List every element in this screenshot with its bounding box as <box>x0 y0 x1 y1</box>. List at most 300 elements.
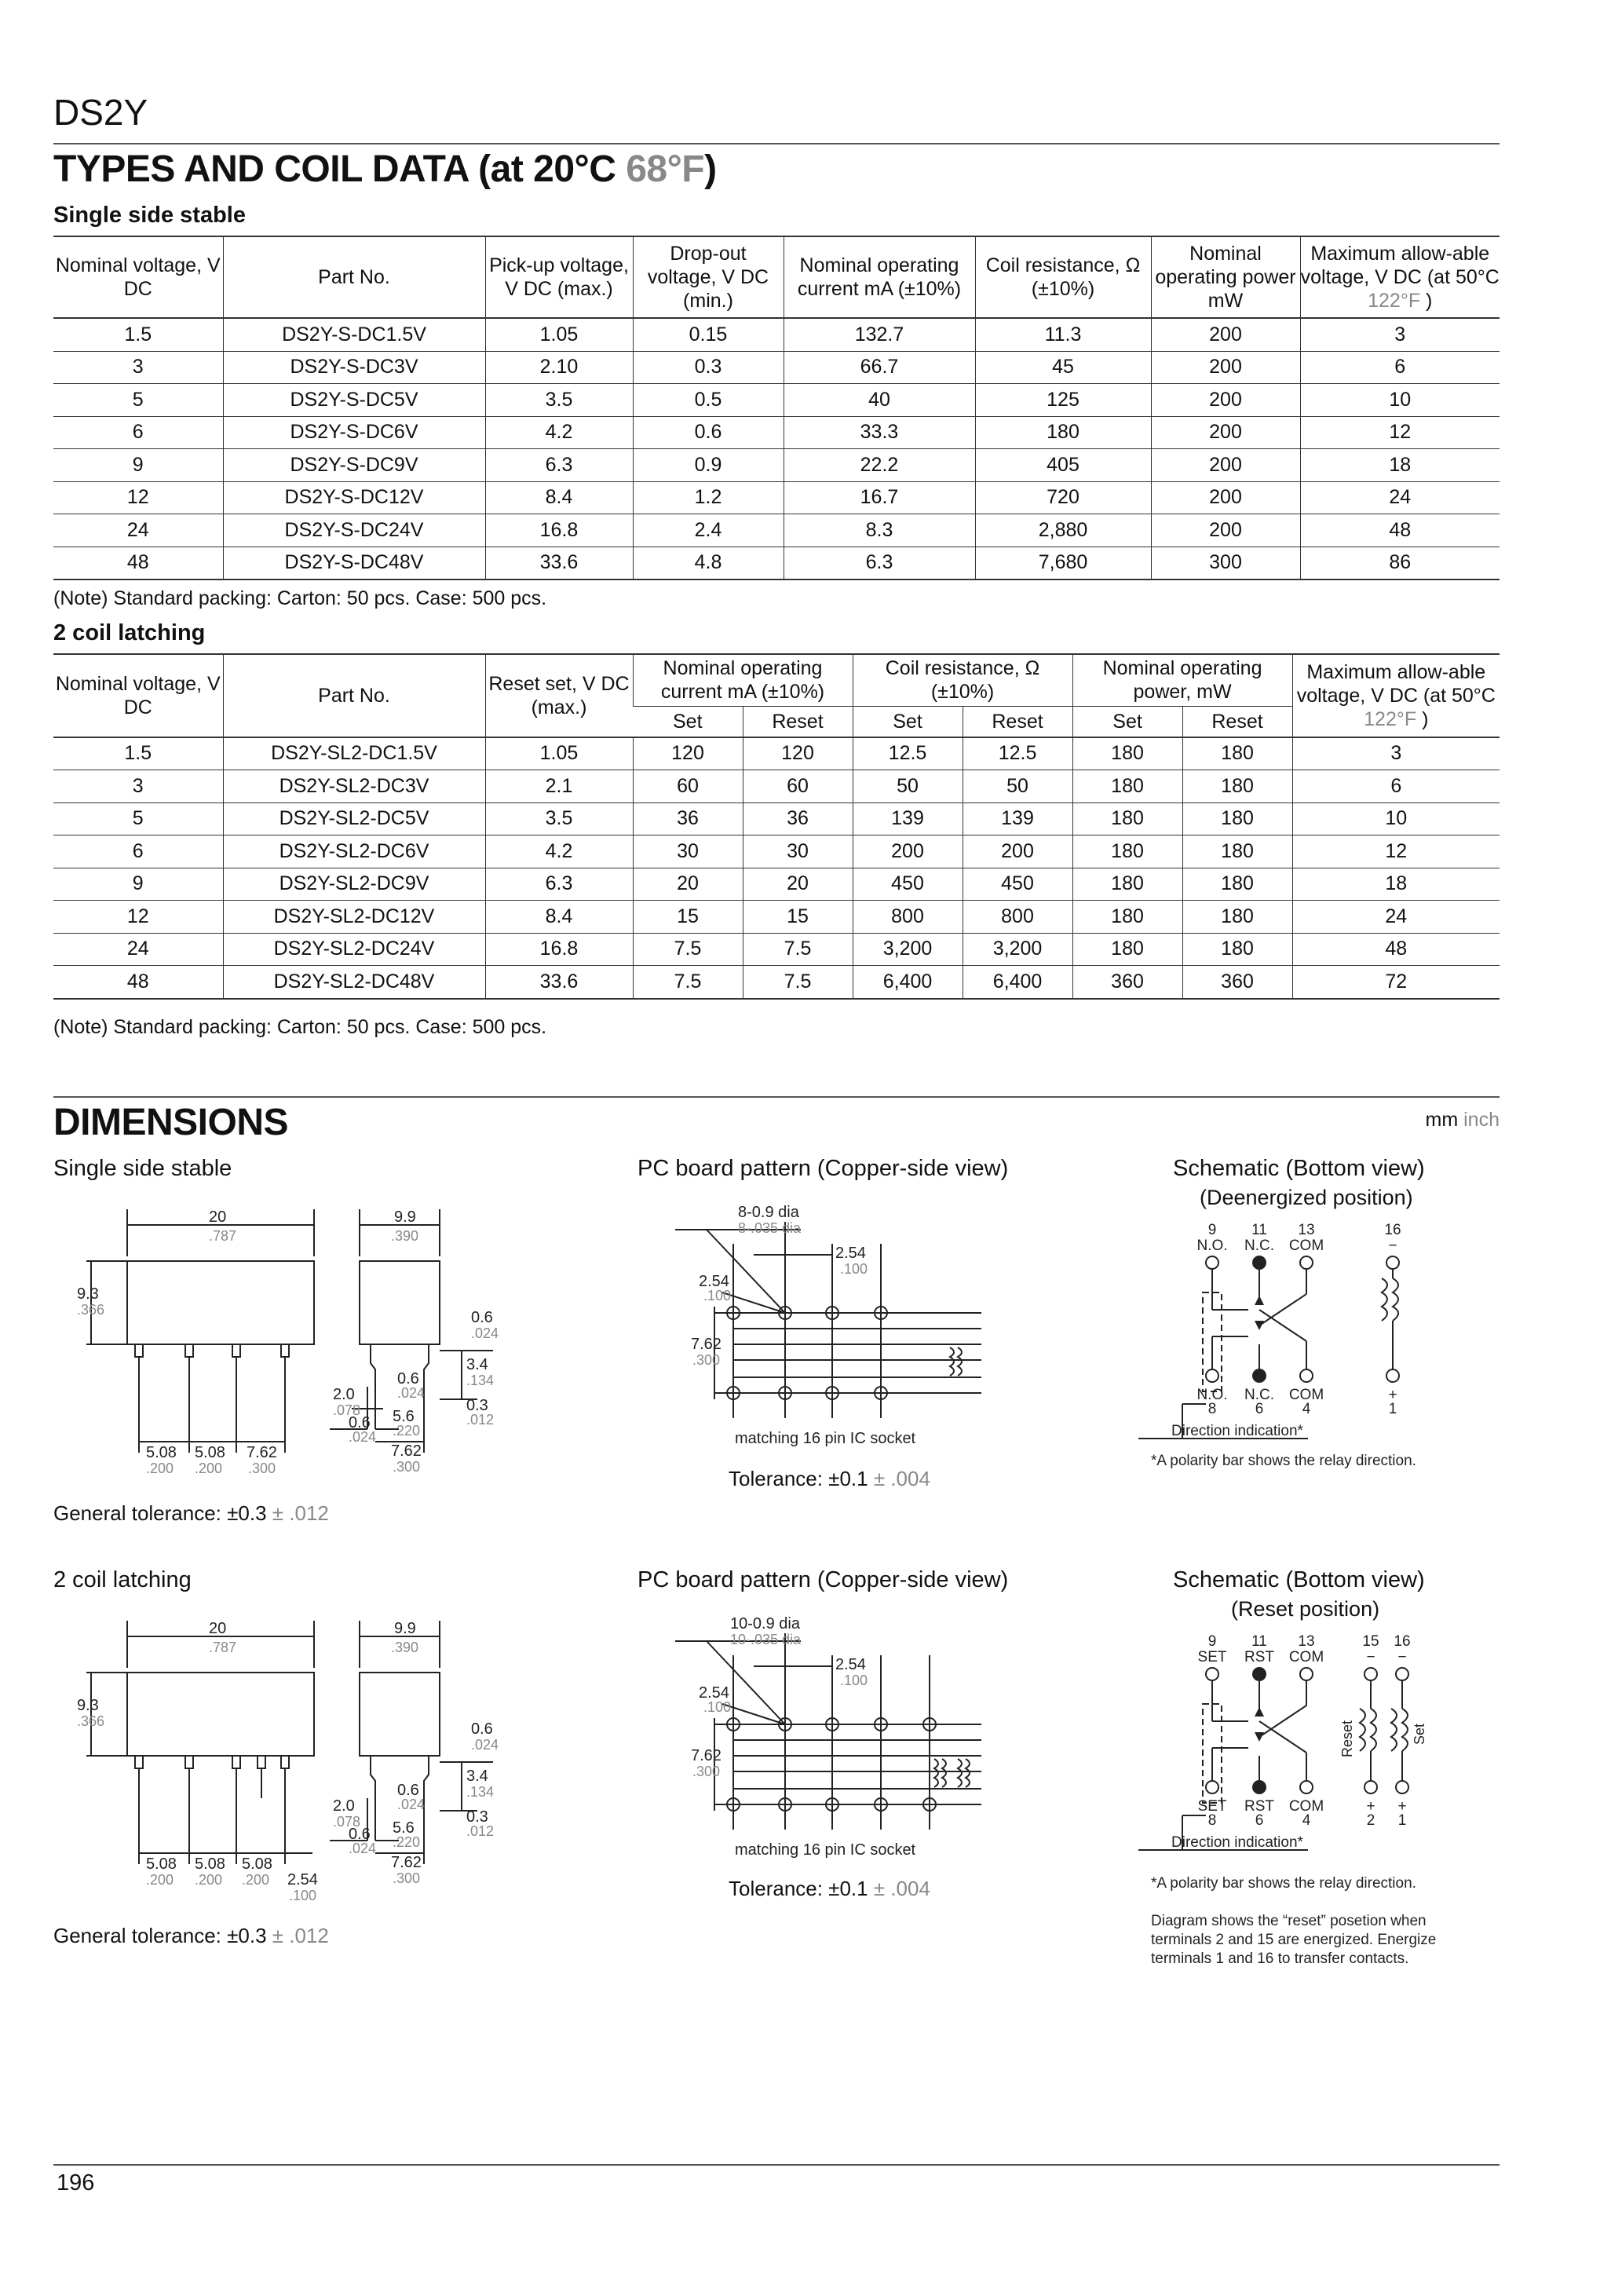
table-cell: 180 <box>1182 770 1292 803</box>
dim-34-in: .134 <box>466 1784 495 1800</box>
header-part: Part No. <box>223 654 485 737</box>
table-cell: 8.3 <box>784 514 975 547</box>
single-outline-drawing <box>53 1194 499 1492</box>
table-cell: 7.5 <box>633 933 743 966</box>
sch-top-num: 11 <box>1251 1222 1267 1238</box>
table-cell: 36 <box>633 803 743 835</box>
table-cell: 50 <box>853 770 963 803</box>
table-cell: 180 <box>1182 835 1292 868</box>
header-part: Part No. <box>223 236 485 318</box>
table-cell: 180 <box>1182 803 1292 835</box>
header-resistance: Coil resistance, Ω (±10%) <box>853 654 1072 706</box>
table-cell: 20 <box>633 868 743 901</box>
table-cell: 18 <box>1292 868 1500 901</box>
dim-length-in: .787 <box>209 1228 237 1244</box>
pcb-row: 7.62 <box>691 1336 721 1353</box>
table-cell: 30 <box>633 835 743 868</box>
table-cell: 132.7 <box>784 318 975 351</box>
dim-06-in: .024 <box>471 1737 499 1753</box>
table-cell: 48 <box>53 966 223 999</box>
pcb-pitch-in: .100 <box>840 1673 868 1688</box>
table-cell: 120 <box>633 737 743 770</box>
dim-56: 5.6 <box>393 1819 415 1837</box>
table-cell: 36 <box>743 803 853 835</box>
dim-pitch-3: 5.08 <box>242 1855 272 1873</box>
table-cell: 180 <box>1072 737 1182 770</box>
unit-legend <box>1426 1109 1500 1132</box>
sch-top-num: 13 <box>1298 1222 1315 1238</box>
table-cell: DS2Y-SL2-DC1.5V <box>223 737 485 770</box>
dim-06: 0.6 <box>471 1720 493 1738</box>
pcb-row-in: .300 <box>692 1352 721 1368</box>
dim-56: 5.6 <box>393 1408 415 1425</box>
dim-length-in: .787 <box>209 1640 237 1655</box>
table-cell: 2.4 <box>633 514 784 547</box>
table-cell: 12.5 <box>963 737 1072 770</box>
table-cell: 3,200 <box>963 933 1072 966</box>
table-cell: 180 <box>1182 933 1292 966</box>
single-tolerance <box>53 1501 329 1526</box>
two-coil-note: (Note) Standard packing: Carton: 50 pcs. Case: 500 pcs. <box>53 1016 547 1038</box>
dim-56-in: .220 <box>393 1423 421 1439</box>
table-cell: 33.6 <box>485 966 633 999</box>
sub-reset: Reset <box>743 706 853 737</box>
table-cell: 24 <box>53 933 223 966</box>
table-cell: 18 <box>1300 449 1500 482</box>
table-cell: 180 <box>1072 835 1182 868</box>
dim-width: 9.9 <box>394 1208 416 1226</box>
table-cell: 1.5 <box>53 318 223 351</box>
table-row <box>53 449 1500 482</box>
sch-top-name: N.C. <box>1244 1238 1274 1254</box>
table-row <box>53 770 1500 803</box>
dim-56-in: .220 <box>393 1834 421 1850</box>
table-row <box>53 835 1500 868</box>
table-cell: DS2Y-SL2-DC6V <box>223 835 485 868</box>
table-cell: 0.3 <box>633 351 784 384</box>
table-cell: 200 <box>963 835 1072 868</box>
dim-pitch-2: 5.08 <box>195 1444 225 1461</box>
single-stable-note: (Note) Standard packing: Carton: 50 pcs. Case: 500 pcs. <box>53 587 547 609</box>
table-cell: 10 <box>1292 803 1500 835</box>
latching-pcb-label: PC board pattern (Copper-side view) <box>637 1567 1009 1592</box>
table-cell: 7.5 <box>743 933 853 966</box>
header-resistance: Coil resistance, Ω (±10%) <box>975 236 1151 318</box>
dim-34-in: .134 <box>466 1373 495 1388</box>
table-cell: DS2Y-S-DC24V <box>223 514 485 547</box>
dim-762b: 7.62 <box>391 1854 422 1871</box>
table-row <box>53 481 1500 514</box>
table-cell: 24 <box>1300 481 1500 514</box>
diagram-note-3: terminals 1 and 16 to transfer contacts. <box>1151 1951 1409 1967</box>
dim-height-in: .366 <box>77 1302 105 1318</box>
latching-pcb-drawing <box>675 1610 989 1861</box>
dimensions-rule <box>53 1096 1500 1098</box>
table-cell: 120 <box>743 737 853 770</box>
types-title-main: TYPES AND COIL DATA (at 20°C <box>53 148 627 190</box>
single-sch-sub: (Deenergized position) <box>1200 1186 1413 1209</box>
table-cell: 1.5 <box>53 737 223 770</box>
table-cell: 16.7 <box>784 481 975 514</box>
sch-top-name: − <box>1397 1649 1407 1665</box>
maxv-end: ) <box>1426 290 1433 312</box>
sch-bot-name: SET <box>1197 1798 1227 1815</box>
table-row <box>53 514 1500 547</box>
table-cell: DS2Y-SL2-DC3V <box>223 770 485 803</box>
sch-top-name: − <box>1388 1238 1397 1254</box>
dim-pitch-3: 7.62 <box>247 1444 277 1461</box>
table-cell: 200 <box>1151 481 1300 514</box>
table-row <box>53 737 1500 770</box>
single-dim-label: Single side stable <box>53 1156 232 1181</box>
direction-indication: Direction indication* <box>1171 1834 1303 1851</box>
table-row <box>53 547 1500 579</box>
table-cell: 800 <box>963 901 1072 934</box>
table-cell: 3 <box>1300 318 1500 351</box>
table-cell: DS2Y-S-DC6V <box>223 416 485 449</box>
table-cell: 10 <box>1300 384 1500 417</box>
dim-06c-in: .024 <box>349 1841 377 1856</box>
dim-pitch-3-in: .200 <box>242 1872 270 1888</box>
sch-top-num: 16 <box>1394 1633 1411 1650</box>
table-cell: 200 <box>1151 318 1300 351</box>
single-sch-label: Schematic (Bottom view) <box>1173 1156 1425 1181</box>
table-cell: 6.3 <box>485 449 633 482</box>
latching-dim-label: 2 coil latching <box>53 1567 192 1592</box>
dim-34: 3.4 <box>466 1356 488 1373</box>
table-cell: 3,200 <box>853 933 963 966</box>
sch-bot-num: 8 <box>1207 1812 1217 1829</box>
series-title: DS2Y <box>53 92 148 133</box>
table-cell: 6 <box>53 416 223 449</box>
table-cell: 22.2 <box>784 449 975 482</box>
pcb-tol-main: Tolerance: ±0.1 <box>729 1467 868 1490</box>
table-cell: 2.1 <box>485 770 633 803</box>
table-cell: 60 <box>743 770 853 803</box>
table-cell: 24 <box>1292 901 1500 934</box>
pcb-dia-in: 8-.035 dia <box>738 1220 802 1236</box>
table-cell: 200 <box>1151 514 1300 547</box>
single-tolerance-alt: ± .012 <box>272 1501 329 1525</box>
table-cell: 9 <box>53 868 223 901</box>
table-cell: 12.5 <box>853 737 963 770</box>
maxv-main: Maximum allow-able voltage, V DC (at 50°C <box>1296 660 1496 707</box>
dim-20: 2.0 <box>333 1797 355 1815</box>
table-cell: 72 <box>1292 966 1500 999</box>
pcb-pitch-v-in: .100 <box>703 1699 732 1715</box>
table-cell: 30 <box>743 835 853 868</box>
sch-top-num: 15 <box>1362 1633 1379 1650</box>
relay-body-side <box>360 1261 440 1344</box>
pcb-pitch: 2.54 <box>835 1245 866 1262</box>
dimensions-title: DIMENSIONS <box>53 1102 289 1143</box>
maxv-main: Maximum allow-able voltage, V DC (at 50°C <box>1300 243 1500 288</box>
latching-sch-label: Schematic (Bottom view) <box>1173 1567 1425 1592</box>
dim-width-in: .390 <box>391 1640 419 1655</box>
diagram-note-2: terminals 2 and 15 are energized. Energize <box>1151 1932 1437 1948</box>
dim-pitch-2-in: .200 <box>195 1872 223 1888</box>
table-cell: 9 <box>53 449 223 482</box>
sch-bot-name: + <box>1397 1798 1407 1815</box>
table-cell: DS2Y-S-DC3V <box>223 351 485 384</box>
table-cell: 180 <box>1182 901 1292 934</box>
sch-top-name: SET <box>1197 1649 1227 1665</box>
dim-20: 2.0 <box>333 1386 355 1403</box>
pcb-pitch-v-in: .100 <box>703 1288 732 1303</box>
header-power: Nominal operating power, mW <box>1072 654 1292 706</box>
header-voltage: Nominal voltage, V DC <box>53 654 223 737</box>
single-stable-heading: Single side stable <box>53 203 246 228</box>
table-cell: 12 <box>53 901 223 934</box>
sub-set: Set <box>1072 706 1182 737</box>
unit-mm: mm <box>1425 1109 1459 1131</box>
pcb-pitch-v: 2.54 <box>699 1273 729 1290</box>
table-cell: 180 <box>1072 803 1182 835</box>
sch-bot-num: 2 <box>1366 1812 1375 1829</box>
single-stable-rows <box>53 318 1500 579</box>
table-cell: DS2Y-SL2-DC9V <box>223 868 485 901</box>
direction-indication: Direction indication* <box>1171 1423 1303 1439</box>
coil-set-label: Set <box>1412 1723 1427 1745</box>
table-cell: 33.3 <box>784 416 975 449</box>
latching-pcb-tolerance <box>729 1877 930 1901</box>
table-cell: 1.05 <box>485 737 633 770</box>
table-cell: 8.4 <box>485 901 633 934</box>
pcb-tol-alt: ± .004 <box>873 1467 930 1490</box>
latching-sch-sub: (Reset position) <box>1231 1597 1380 1621</box>
single-tolerance-main: General tolerance: ±0.3 <box>53 1501 267 1525</box>
dim-pitch-4-in: .100 <box>289 1888 317 1903</box>
dim-03-in: .012 <box>466 1412 495 1428</box>
table-cell: 200 <box>1151 351 1300 384</box>
pcb-pitch-in: .100 <box>840 1261 868 1277</box>
types-title-end: ) <box>704 148 717 190</box>
table-cell: 15 <box>633 901 743 934</box>
dim-06-in: .024 <box>471 1325 499 1341</box>
dim-width: 9.9 <box>394 1620 416 1637</box>
dim-762b: 7.62 <box>391 1442 422 1460</box>
table-row <box>53 966 1500 999</box>
table-cell: 15 <box>743 901 853 934</box>
table-row <box>53 803 1500 835</box>
table-cell: 3 <box>53 770 223 803</box>
table-cell: 60 <box>633 770 743 803</box>
sub-set: Set <box>633 706 743 737</box>
dim-height-in: .366 <box>77 1713 105 1729</box>
latching-tolerance <box>53 1924 329 1948</box>
table-cell: 405 <box>975 449 1151 482</box>
sch-bot-name: RST <box>1244 1798 1274 1815</box>
table-cell: 6 <box>1292 770 1500 803</box>
table-cell: 50 <box>963 770 1072 803</box>
table-cell: 0.9 <box>633 449 784 482</box>
table-cell: DS2Y-S-DC48V <box>223 547 485 579</box>
table-cell: 12 <box>53 481 223 514</box>
table-cell: 2,880 <box>975 514 1151 547</box>
table-cell: 180 <box>1182 737 1292 770</box>
table-cell: 200 <box>853 835 963 868</box>
sch-top-name: RST <box>1244 1649 1274 1665</box>
dim-03: 0.3 <box>466 1397 488 1414</box>
dim-20-in: .078 <box>333 1814 361 1830</box>
sch-bot-num: 6 <box>1255 1401 1264 1417</box>
single-stable-table <box>53 236 1500 580</box>
table-cell: 4.2 <box>485 416 633 449</box>
table-cell: 450 <box>853 868 963 901</box>
coil-reset-label: Reset <box>1339 1720 1355 1757</box>
table-cell: 180 <box>975 416 1151 449</box>
table-cell: DS2Y-SL2-DC48V <box>223 966 485 999</box>
dim-pitch-2-in: .200 <box>195 1461 223 1476</box>
dim-pitch-1: 5.08 <box>146 1855 177 1873</box>
polarity-note: *A polarity bar shows the relay direction. <box>1151 1453 1416 1469</box>
table-cell: DS2Y-S-DC5V <box>223 384 485 417</box>
dim-pitch-1: 5.08 <box>146 1444 177 1461</box>
header-power: Nominal operating power mW <box>1151 236 1300 318</box>
table-cell: 40 <box>784 384 975 417</box>
sch-bot-name: COM <box>1288 1387 1324 1403</box>
footer-rule <box>53 2164 1500 2166</box>
table-cell: 12 <box>1292 835 1500 868</box>
maxv-end: ) <box>1422 707 1429 730</box>
dim-pitch-1-in: .200 <box>146 1461 174 1476</box>
latching-tolerance-alt: ± .012 <box>272 1924 329 1947</box>
single-pcb-drawing <box>675 1198 989 1450</box>
pcb-row-in: .300 <box>692 1764 721 1779</box>
dim-pitch-2: 5.08 <box>195 1855 225 1873</box>
two-coil-heading: 2 coil latching <box>53 620 206 645</box>
sch-top-name: N.O. <box>1196 1238 1228 1254</box>
table-cell: 200 <box>1151 384 1300 417</box>
table-cell: DS2Y-S-DC12V <box>223 481 485 514</box>
table-cell: 20 <box>743 868 853 901</box>
header-maxv <box>1292 654 1500 737</box>
table-cell: 6,400 <box>853 966 963 999</box>
table-cell: 24 <box>53 514 223 547</box>
table-cell: 48 <box>1300 514 1500 547</box>
table-cell: 33.6 <box>485 547 633 579</box>
dim-height: 9.3 <box>77 1285 99 1303</box>
table-cell: 720 <box>975 481 1151 514</box>
table-cell: 3 <box>1292 737 1500 770</box>
table-cell: 16.8 <box>485 933 633 966</box>
table-cell: 125 <box>975 384 1151 417</box>
table-cell: 48 <box>53 547 223 579</box>
table-row <box>53 318 1500 351</box>
single-pcb-tolerance <box>729 1467 930 1491</box>
table-cell: 3.5 <box>485 384 633 417</box>
sch-bot-name: + <box>1388 1387 1397 1403</box>
pcb-dia-in: 10-.035 dia <box>730 1632 802 1647</box>
dim-06b-in: .024 <box>397 1385 426 1401</box>
table-cell: 180 <box>1072 770 1182 803</box>
maxv-alt: 122°F <box>1364 707 1417 730</box>
pcb-pitch-v: 2.54 <box>699 1684 729 1702</box>
sub-reset: Reset <box>963 706 1072 737</box>
table-cell: 1.2 <box>633 481 784 514</box>
table-cell: 3.5 <box>485 803 633 835</box>
two-coil-table <box>53 653 1500 1000</box>
dim-34: 3.4 <box>466 1768 488 1785</box>
table-cell: 1.05 <box>485 318 633 351</box>
table-cell: 7,680 <box>975 547 1151 579</box>
pcb-dia: 10-0.9 dia <box>730 1615 800 1632</box>
sch-bot-num: 1 <box>1397 1812 1407 1829</box>
table-cell: 12 <box>1300 416 1500 449</box>
header-voltage: Nominal voltage, V DC <box>53 236 223 318</box>
sch-top-num: 13 <box>1298 1633 1315 1650</box>
table-cell: 180 <box>1072 868 1182 901</box>
table-cell: 360 <box>1182 966 1292 999</box>
header-pickup: Pick-up voltage, V DC (max.) <box>485 236 633 318</box>
table-cell: 2.10 <box>485 351 633 384</box>
dim-03-in: .012 <box>466 1823 495 1839</box>
dim-06c-in: .024 <box>349 1429 377 1445</box>
dim-762b-in: .300 <box>393 1459 421 1475</box>
types-title-alt: 68°F <box>626 148 705 190</box>
table-cell: 4.8 <box>633 547 784 579</box>
table-cell: 180 <box>1182 868 1292 901</box>
table-cell: 139 <box>963 803 1072 835</box>
dim-762b-in: .300 <box>393 1870 421 1886</box>
table-row <box>53 933 1500 966</box>
table-cell: 6.3 <box>485 868 633 901</box>
table-cell: 86 <box>1300 547 1500 579</box>
header-rule <box>53 143 1500 144</box>
header-current: Nominal operating current mA (±10%) <box>784 236 975 318</box>
dim-03: 0.3 <box>466 1808 488 1826</box>
table-cell: 5 <box>53 384 223 417</box>
pcb-socket: matching 16 pin IC socket <box>735 1841 916 1859</box>
single-pcb-label: PC board pattern (Copper-side view) <box>637 1156 1009 1181</box>
table-row <box>53 868 1500 901</box>
table-cell: 66.7 <box>784 351 975 384</box>
dim-06: 0.6 <box>471 1309 493 1326</box>
dim-length: 20 <box>209 1620 227 1637</box>
dim-06b: 0.6 <box>397 1782 419 1799</box>
latching-schematic <box>1138 1633 1500 1983</box>
types-title <box>53 148 717 191</box>
single-schematic <box>1138 1222 1500 1486</box>
table-cell: 48 <box>1292 933 1500 966</box>
table-row <box>53 351 1500 384</box>
table-cell: 6 <box>53 835 223 868</box>
sch-bot-num: 4 <box>1302 1812 1311 1829</box>
sch-bot-name: N.C. <box>1244 1387 1274 1403</box>
sch-top-num: 9 <box>1207 1633 1217 1650</box>
sch-top-num: 11 <box>1251 1633 1267 1650</box>
unit-inch: inch <box>1463 1109 1500 1131</box>
pcb-pitch: 2.54 <box>835 1656 866 1673</box>
table-cell: 6.3 <box>784 547 975 579</box>
table-cell: 6 <box>1300 351 1500 384</box>
table-cell: 450 <box>963 868 1072 901</box>
table-cell: 200 <box>1151 449 1300 482</box>
table-cell: 6,400 <box>963 966 1072 999</box>
sch-top-name: − <box>1366 1649 1375 1665</box>
dim-width-in: .390 <box>391 1228 419 1244</box>
table-cell: DS2Y-SL2-DC24V <box>223 933 485 966</box>
table-cell: DS2Y-S-DC9V <box>223 449 485 482</box>
sch-bot-num: 8 <box>1207 1401 1217 1417</box>
table-cell: 300 <box>1151 547 1300 579</box>
dim-20-in: .078 <box>333 1402 361 1418</box>
header-maxv <box>1300 236 1500 318</box>
table-cell: 180 <box>1072 933 1182 966</box>
table-cell: DS2Y-SL2-DC12V <box>223 901 485 934</box>
page-number: 196 <box>57 2170 95 2195</box>
dim-pitch-1-in: .200 <box>146 1872 174 1888</box>
